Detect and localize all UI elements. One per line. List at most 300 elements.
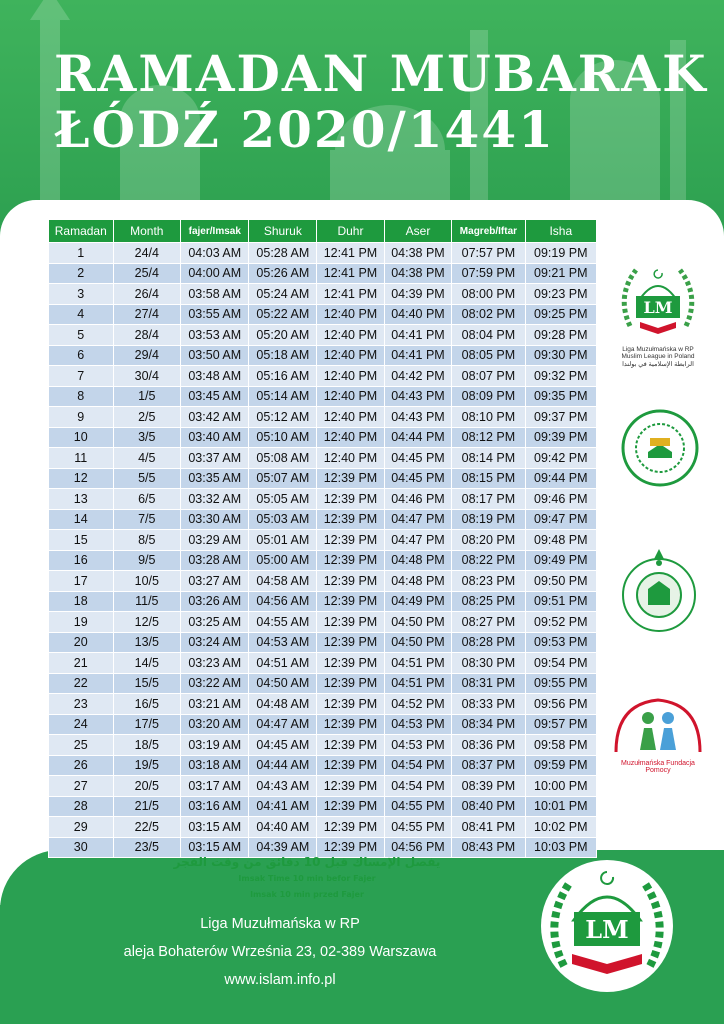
table-cell: 03:45 AM [181,386,249,407]
table-cell: 09:49 PM [525,550,596,571]
table-cell: 7 [49,366,114,387]
page-title [54,46,708,158]
table-cell: 03:15 AM [181,837,249,858]
table-cell: 12:39 PM [317,673,385,694]
table-cell: 9 [49,407,114,428]
table-cell: 12:39 PM [317,796,385,817]
table-cell: 09:39 PM [525,427,596,448]
table-cell: 04:48 AM [249,694,317,715]
table-cell: 08:43 PM [452,837,525,858]
col-header-fajer: fajer/Imsak [181,220,249,243]
society-seal-icon [612,545,706,635]
table-cell: 09:54 PM [525,653,596,674]
table-cell: 04:55 PM [384,796,452,817]
footer-website[interactable]: www.islam.info.pl [224,972,336,988]
table-cell: 12:39 PM [317,489,385,510]
table-cell: 08:10 PM [452,407,525,428]
lm-emblem-icon [608,256,708,346]
table-cell: 03:40 AM [181,427,249,448]
table-cell: 9/5 [113,550,181,571]
table-cell: 03:24 AM [181,632,249,653]
table-cell: 04:44 PM [384,427,452,448]
table-cell: 04:45 PM [384,468,452,489]
table-cell: 04:40 AM [249,817,317,838]
table-cell: 23 [49,694,114,715]
table-cell: 08:31 PM [452,673,525,694]
table-cell: 13/5 [113,632,181,653]
table-cell: 04:47 AM [249,714,317,735]
table-cell: 04:46 PM [384,489,452,510]
table-cell: 3/5 [113,427,181,448]
table-cell: 4 [49,304,114,325]
table-row [49,796,597,817]
table-cell: 04:42 PM [384,366,452,387]
table-cell: 07:59 PM [452,263,525,284]
table-cell: 08:19 PM [452,509,525,530]
table-cell: 28 [49,796,114,817]
table-row [49,366,597,387]
table-cell: 03:55 AM [181,304,249,325]
table-cell: 09:53 PM [525,632,596,653]
table-cell: 09:46 PM [525,489,596,510]
table-cell: 05:12 AM [249,407,317,428]
table-cell: 05:03 AM [249,509,317,530]
table-cell: 08:34 PM [452,714,525,735]
table-cell: 12:39 PM [317,694,385,715]
muslim-society-poland-seal [612,545,706,639]
table-cell: 09:51 PM [525,591,596,612]
table-row [49,345,597,366]
table-cell: 17 [49,571,114,592]
table-cell: 03:30 AM [181,509,249,530]
table-cell: 04:51 PM [384,653,452,674]
table-cell: 08:40 PM [452,796,525,817]
table-cell: 03:26 AM [181,591,249,612]
table-cell: 09:19 PM [525,243,596,264]
table-cell: 12:40 PM [317,386,385,407]
table-cell: 8 [49,386,114,407]
table-cell: 04:54 PM [384,776,452,797]
table-cell: 09:28 PM [525,325,596,346]
table-cell: 05:05 AM [249,489,317,510]
col-header-month: Month [113,220,181,243]
table-cell: 8/5 [113,530,181,551]
imsak-note-english: Imsak Time 10 min befor Fajer [238,874,376,883]
table-cell: 04:48 PM [384,571,452,592]
table-row [49,284,597,305]
table-cell: 03:16 AM [181,796,249,817]
table-cell: 04:38 PM [384,263,452,284]
table-cell: 08:05 PM [452,345,525,366]
title-line-2: ŁÓDŹ 2020/1441 [54,100,555,159]
table-cell: 10:02 PM [525,817,596,838]
table-cell: 10:03 PM [525,837,596,858]
table-cell: 03:48 AM [181,366,249,387]
table-cell: 18 [49,591,114,612]
table-cell: 03:28 AM [181,550,249,571]
table-cell: 6 [49,345,114,366]
table-cell: 17/5 [113,714,181,735]
table-cell: 09:25 PM [525,304,596,325]
table-cell: 05:14 AM [249,386,317,407]
table-cell: 16/5 [113,694,181,715]
col-header-duhr: Duhr [317,220,385,243]
table-cell: 12:39 PM [317,837,385,858]
col-header-ramadan: Ramadan [49,220,114,243]
table-cell: 05:10 AM [249,427,317,448]
table-cell: 12:39 PM [317,468,385,489]
table-cell: 04:43 AM [249,776,317,797]
table-cell: 04:53 PM [384,714,452,735]
table-cell: 05:22 AM [249,304,317,325]
table-cell: 08:07 PM [452,366,525,387]
table-cell: 08:14 PM [452,448,525,469]
table-cell: 29/4 [113,345,181,366]
table-cell: 04:00 AM [181,263,249,284]
table-cell: 03:32 AM [181,489,249,510]
table-row [49,817,597,838]
table-cell: 12:39 PM [317,509,385,530]
table-cell: 12:40 PM [317,325,385,346]
table-cell: 4/5 [113,448,181,469]
table-cell: 22 [49,673,114,694]
table-cell: 2/5 [113,407,181,428]
table-row [49,591,597,612]
table-cell: 09:57 PM [525,714,596,735]
table-cell: 04:52 PM [384,694,452,715]
table-cell: 04:47 PM [384,509,452,530]
table-cell: 04:47 PM [384,530,452,551]
table-cell: 04:39 AM [249,837,317,858]
table-cell: 04:39 PM [384,284,452,305]
table-cell: 04:49 PM [384,591,452,612]
table-cell: 08:25 PM [452,591,525,612]
table-cell: 04:41 PM [384,345,452,366]
table-row [49,468,597,489]
table-cell: 08:09 PM [452,386,525,407]
table-cell: 12:40 PM [317,427,385,448]
table-cell: 10:00 PM [525,776,596,797]
table-cell: 03:58 AM [181,284,249,305]
lm-logo-line2: Muslim League in Poland [621,353,695,360]
table-cell: 05:07 AM [249,468,317,489]
table-cell: 03:19 AM [181,735,249,756]
table-cell: 12:40 PM [317,407,385,428]
table-cell: 09:32 PM [525,366,596,387]
table-cell: 12:40 PM [317,304,385,325]
lm-footer-badge [532,858,682,998]
table-cell: 16 [49,550,114,571]
table-cell: 12:39 PM [317,817,385,838]
table-cell: 12:40 PM [317,366,385,387]
col-header-isha: Isha [525,220,596,243]
table-cell: 14 [49,509,114,530]
table-cell: 09:44 PM [525,468,596,489]
table-header-row [49,220,597,243]
table-row [49,571,597,592]
table-cell: 08:37 PM [452,755,525,776]
table-cell: 23/5 [113,837,181,858]
table-cell: 27 [49,776,114,797]
table-cell: 5/5 [113,468,181,489]
table-cell: 12:39 PM [317,632,385,653]
table-row [49,427,597,448]
table-cell: 04:58 AM [249,571,317,592]
table-row [49,653,597,674]
fundacja-pomocy-logo [608,694,708,774]
footer-org: Liga Muzułmańska w RP [200,916,360,932]
table-cell: 04:50 PM [384,612,452,633]
table-cell: 09:56 PM [525,694,596,715]
islamic-society-seal [620,408,700,492]
table-cell: 21/5 [113,796,181,817]
table-row [49,243,597,264]
table-cell: 05:08 AM [249,448,317,469]
table-cell: 12:40 PM [317,345,385,366]
table-cell: 11 [49,448,114,469]
table-cell: 04:56 PM [384,837,452,858]
table-cell: 05:01 AM [249,530,317,551]
table-cell: 12:39 PM [317,755,385,776]
col-header-magreb: Magreb/Iftar [452,220,525,243]
fundacja-line2: Pomocy [645,767,671,774]
table-cell: 07:57 PM [452,243,525,264]
table-cell: 08:23 PM [452,571,525,592]
footer-address: aleja Bohaterów Września 23, 02-389 Warszawa [123,944,437,960]
table-cell: 05:18 AM [249,345,317,366]
table-cell: 1/5 [113,386,181,407]
table-cell: 30/4 [113,366,181,387]
table-cell: 04:38 PM [384,243,452,264]
table-cell: 19/5 [113,755,181,776]
table-cell: 09:50 PM [525,571,596,592]
table-cell: 04:55 PM [384,817,452,838]
col-header-shuruk: Shuruk [249,220,317,243]
table-row [49,530,597,551]
table-cell: 08:04 PM [452,325,525,346]
table-cell: 09:48 PM [525,530,596,551]
table-cell: 10 [49,427,114,448]
table-cell: 04:51 PM [384,673,452,694]
table-row [49,550,597,571]
table-cell: 29 [49,817,114,838]
table-cell: 5 [49,325,114,346]
table-cell: 24/4 [113,243,181,264]
table-cell: 08:20 PM [452,530,525,551]
table-cell: 05:20 AM [249,325,317,346]
table-cell: 04:56 AM [249,591,317,612]
table-cell: 08:41 PM [452,817,525,838]
lm-logo-line1: Liga Muzułmańska w RP [622,346,694,353]
table-cell: 14/5 [113,653,181,674]
table-cell: 03:18 AM [181,755,249,776]
table-cell: 05:26 AM [249,263,317,284]
table-cell: 20 [49,632,114,653]
table-cell: 08:12 PM [452,427,525,448]
table-cell: 03:17 AM [181,776,249,797]
lm-logo-arabic: الرابطة الإسلامية في بولندا [622,361,694,368]
table-cell: 04:41 AM [249,796,317,817]
table-cell: 12:39 PM [317,530,385,551]
table-cell: 12 [49,468,114,489]
table-cell: 03:37 AM [181,448,249,469]
table-cell: 03:27 AM [181,571,249,592]
table-row [49,304,597,325]
imsak-note-arabic: يفصل الإمساك قبل 10 دقائق من وقت الفجر [173,855,441,869]
table-cell: 10:01 PM [525,796,596,817]
lm-footer-badge-label: LM [585,915,629,944]
table-cell: 09:47 PM [525,509,596,530]
table-cell: 12:39 PM [317,776,385,797]
table-cell: 10/5 [113,571,181,592]
table-row [49,776,597,797]
table-cell: 08:33 PM [452,694,525,715]
table-cell: 04:43 PM [384,407,452,428]
table-row [49,509,597,530]
people-dome-icon [608,694,708,756]
table-cell: 05:16 AM [249,366,317,387]
table-row [49,263,597,284]
table-cell: 03:35 AM [181,468,249,489]
table-cell: 12:39 PM [317,550,385,571]
table-cell: 09:55 PM [525,673,596,694]
table-cell: 12:39 PM [317,735,385,756]
table-cell: 04:44 AM [249,755,317,776]
table-cell: 09:52 PM [525,612,596,633]
table-cell: 12/5 [113,612,181,633]
table-cell: 03:23 AM [181,653,249,674]
table-cell: 09:42 PM [525,448,596,469]
table-cell: 03:20 AM [181,714,249,735]
table-cell: 13 [49,489,114,510]
table-cell: 04:50 PM [384,632,452,653]
table-cell: 24 [49,714,114,735]
table-cell: 12:40 PM [317,448,385,469]
table-cell: 08:28 PM [452,632,525,653]
table-cell: 12:41 PM [317,284,385,305]
col-header-aser: Aser [384,220,452,243]
table-row [49,632,597,653]
imsak-note-polish: Imsak 10 min przed Fajer [250,890,364,899]
table-cell: 05:24 AM [249,284,317,305]
table-cell: 04:43 PM [384,386,452,407]
table-cell: 08:15 PM [452,468,525,489]
table-cell: 03:22 AM [181,673,249,694]
table-cell: 27/4 [113,304,181,325]
table-cell: 09:58 PM [525,735,596,756]
table-row [49,448,597,469]
table-cell: 04:45 AM [249,735,317,756]
table-cell: 25/4 [113,263,181,284]
table-cell: 18/5 [113,735,181,756]
table-cell: 09:59 PM [525,755,596,776]
table-cell: 05:00 AM [249,550,317,571]
table-row [49,386,597,407]
table-cell: 09:23 PM [525,284,596,305]
table-cell: 22/5 [113,817,181,838]
table-cell: 08:39 PM [452,776,525,797]
table-cell: 15/5 [113,673,181,694]
table-cell: 12:41 PM [317,263,385,284]
table-cell: 7/5 [113,509,181,530]
table-cell: 12:39 PM [317,591,385,612]
title-line-1: RAMADAN MUBARAK [54,44,708,103]
table-cell: 04:54 PM [384,755,452,776]
table-cell: 04:48 PM [384,550,452,571]
lm-side-logo [608,256,708,368]
fundacja-line1: Muzułmańska Fundacja [621,760,695,767]
table-cell: 6/5 [113,489,181,510]
table-cell: 28/4 [113,325,181,346]
table-cell: 05:28 AM [249,243,317,264]
table-cell: 03:21 AM [181,694,249,715]
table-row [49,673,597,694]
table-cell: 12:39 PM [317,653,385,674]
table-cell: 15 [49,530,114,551]
table-cell: 04:50 AM [249,673,317,694]
table-cell: 03:15 AM [181,817,249,838]
table-body [49,243,597,858]
table-row [49,755,597,776]
table-cell: 08:02 PM [452,304,525,325]
table-cell: 08:27 PM [452,612,525,633]
table-row [49,325,597,346]
table-row [49,694,597,715]
table-cell: 26/4 [113,284,181,305]
table-cell: 12:39 PM [317,571,385,592]
table-cell: 11/5 [113,591,181,612]
table-cell: 08:22 PM [452,550,525,571]
svg-text:LM: LM [643,298,673,317]
table-cell: 04:55 AM [249,612,317,633]
table-cell: 04:53 AM [249,632,317,653]
table-cell: 08:17 PM [452,489,525,510]
table-cell: 08:00 PM [452,284,525,305]
table-row [49,489,597,510]
table-cell: 12:41 PM [317,243,385,264]
table-cell: 03:42 AM [181,407,249,428]
table-cell: 03:53 AM [181,325,249,346]
table-cell: 3 [49,284,114,305]
table-cell: 21 [49,653,114,674]
table-cell: 12:39 PM [317,714,385,735]
table-cell: 04:03 AM [181,243,249,264]
table-cell: 1 [49,243,114,264]
table-cell: 19 [49,612,114,633]
table-cell: 04:40 PM [384,304,452,325]
table-cell: 04:41 PM [384,325,452,346]
table-cell: 04:51 AM [249,653,317,674]
table-cell: 03:29 AM [181,530,249,551]
table-cell: 08:30 PM [452,653,525,674]
table-cell: 03:50 AM [181,345,249,366]
table-cell: 08:36 PM [452,735,525,756]
arabic-seal-icon [620,408,700,488]
table-cell: 09:35 PM [525,386,596,407]
table-cell: 20/5 [113,776,181,797]
table-row [49,714,597,735]
table-cell: 26 [49,755,114,776]
table-row [49,407,597,428]
table-cell: 2 [49,263,114,284]
prayer-timetable [48,219,597,858]
table-row [49,612,597,633]
table-cell: 25 [49,735,114,756]
table-cell: 09:30 PM [525,345,596,366]
table-cell: 09:21 PM [525,263,596,284]
table-cell: 12:39 PM [317,612,385,633]
table-cell: 03:25 AM [181,612,249,633]
